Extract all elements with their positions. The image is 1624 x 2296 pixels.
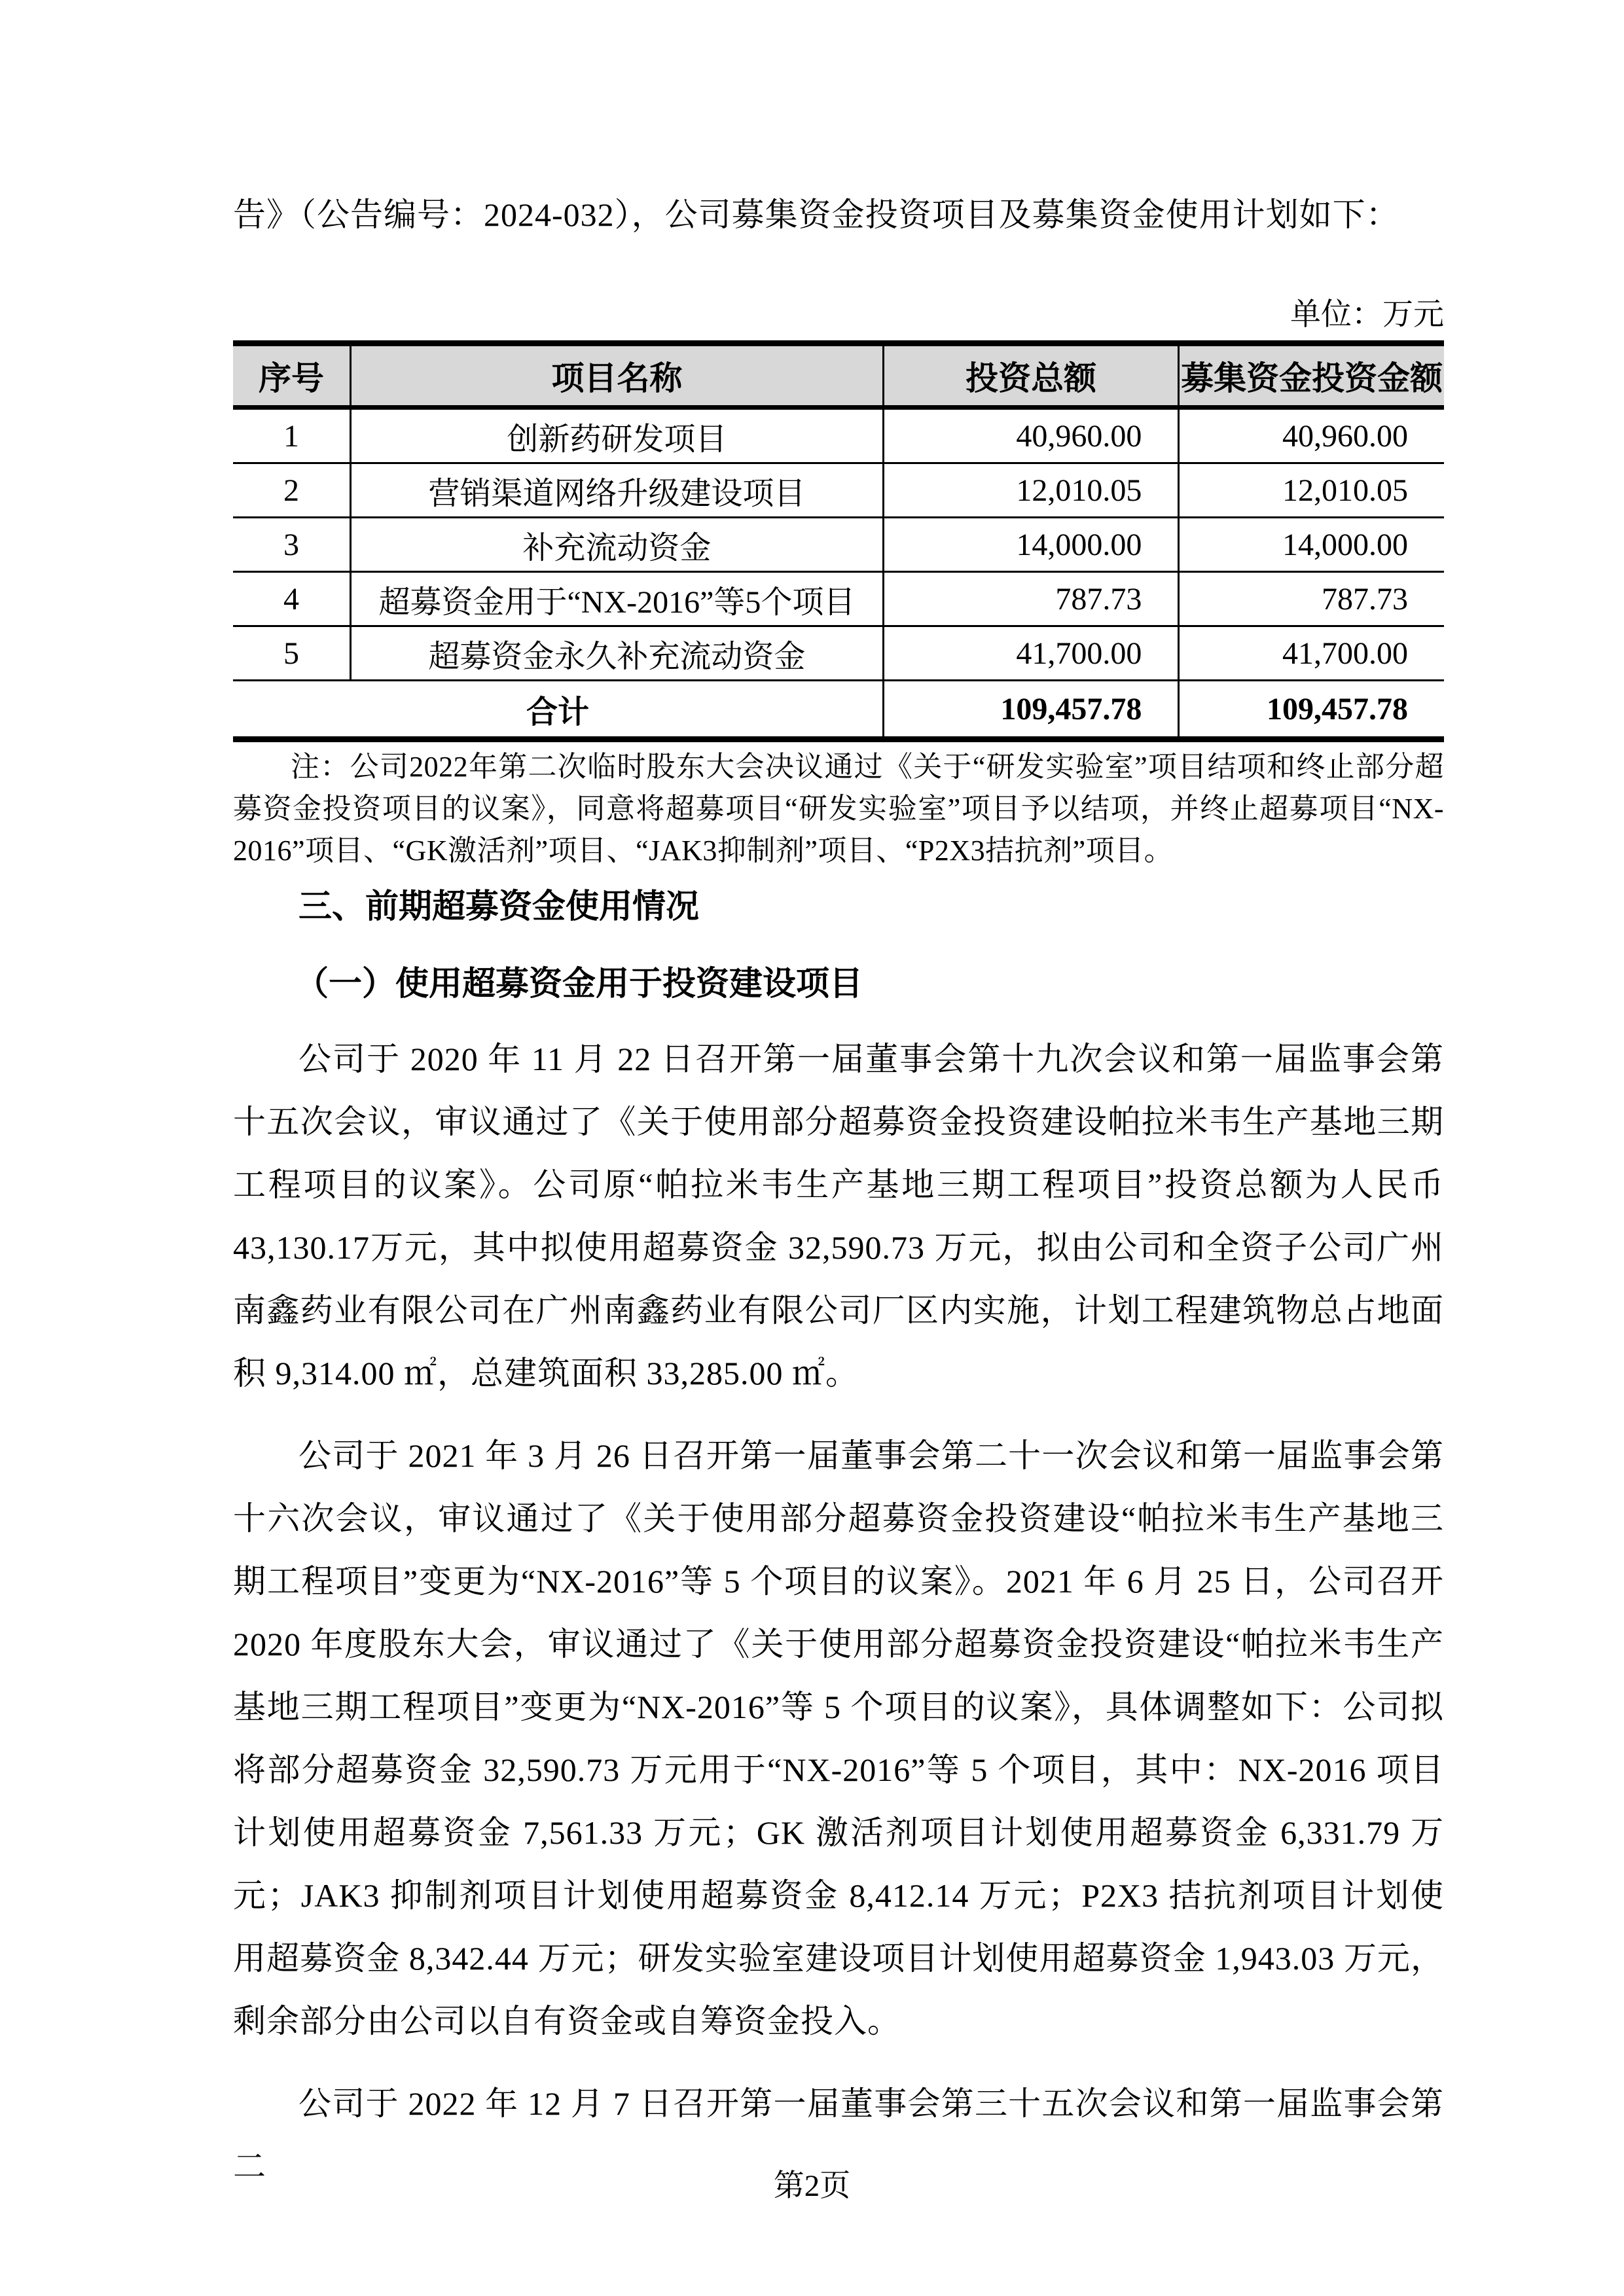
table-row bbox=[233, 408, 1444, 463]
cell-project-name: 补充流动资金 bbox=[350, 518, 883, 572]
col-header-raised-investment: 募集资金投资金额 bbox=[1179, 344, 1444, 408]
body-paragraph-2: 公司于 2021 年 3 月 26 日召开第一届董事会第二十一次会议和第一届监事会第十六次会议，审议通过了《关于使用部分超募资金投资建设“帕拉米韦生产基地三期工程项目”变更为“NX-2016”等 5 个项目的议案》。2021 年 6 月 25 日，公司召开 2020 年度股东大会，审议通过了《关于使用部分超募资金投资建设“帕拉米韦生产基地三期工程项目”变更为“NX-2016”等 5 个项目的议案》，具体调整如下：公司拟将部分超募资金 32,590.73 万元用于“NX-2016”等 5 个项目，其中：NX-2016 项目计划使用超募资金 7,561.33 万元；GK 激活剂项目计划使用超募资金 6,331.79 万元；JAK3 抑制剂项目计划使用超募资金 8,412.14 万元；P2X3 拮抗剂项目计划使用超募资金 8,342.44 万元；研发实验室建设项目计划使用超募资金 1,943.03 万元，剩余部分由公司以自有资金或自筹资金投入。 bbox=[233, 1437, 1444, 2039]
table-row bbox=[233, 572, 1444, 626]
cell-project-name: 创新药研发项目 bbox=[350, 408, 883, 463]
col-header-total-investment: 投资总额 bbox=[883, 344, 1178, 408]
cell-total-investment: 12,010.05 bbox=[883, 463, 1178, 518]
cell-raised-investment: 787.73 bbox=[1179, 572, 1444, 626]
cell-no: 5 bbox=[233, 626, 350, 681]
cell-raised-investment: 14,000.00 bbox=[1179, 518, 1444, 572]
cell-raised-investment: 40,960.00 bbox=[1179, 408, 1444, 463]
table-row bbox=[233, 518, 1444, 572]
table-row bbox=[233, 463, 1444, 518]
col-header-project-name: 项目名称 bbox=[350, 344, 883, 408]
cell-total-investment: 14,000.00 bbox=[883, 518, 1178, 572]
cell-total-investment: 41,700.00 bbox=[883, 626, 1178, 681]
cell-raised-investment: 12,010.05 bbox=[1179, 463, 1444, 518]
subsection-heading: （一）使用超募资金用于投资建设项目 bbox=[295, 966, 863, 1003]
table-total-row bbox=[233, 681, 1444, 740]
cell-project-name: 超募资金永久补充流动资金 bbox=[350, 626, 883, 681]
intro-paragraph: 告》（公告编号：2024-032），公司募集资金投资项目及募集资金使用计划如下： bbox=[233, 196, 1399, 233]
page-number: 第2页 bbox=[773, 2169, 851, 2203]
body-paragraph-1: 公司于 2020 年 11 月 22 日召开第一届董事会第十九次会议和第一届监事会第十五次会议，审议通过了《关于使用部分超募资金投资建设帕拉米韦生产基地三期工程项目的议案》。公司原“帕拉米韦生产基地三期工程项目”投资总额为人民币43,130.17万元，其中拟使用超募资金 32,590.73 万元，拟由公司和全资子公司广州南鑫药业有限公司在广州南鑫药业有限公司厂区内实施，计划工程建筑物总占地面积 9,314.00 ㎡，总建筑面积 33,285.00 ㎡。 bbox=[233, 1041, 1444, 1391]
col-header-index: 序号 bbox=[233, 344, 350, 408]
cell-total-investment-sum: 109,457.78 bbox=[883, 681, 1178, 740]
cell-no: 2 bbox=[233, 463, 350, 518]
table-row bbox=[233, 626, 1444, 681]
cell-no: 1 bbox=[233, 408, 350, 463]
fund-usage-table bbox=[233, 340, 1444, 742]
cell-total-label: 合计 bbox=[233, 681, 883, 740]
table-footnote: 注：公司2022年第二次临时股东大会决议通过《关于“研发实验室”项目结项和终止部分超募资金投资项目的议案》，同意将超募项目“研发实验室”项目予以结项，并终止超募项目“NX-2016”项目、“GK激活剂”项目、“JAK3抑制剂”项目、“P2X3拮抗剂”项目。 bbox=[233, 751, 1444, 867]
table-header-row bbox=[233, 344, 1444, 408]
section-heading: 三、前期超募资金使用情况 bbox=[298, 889, 700, 925]
unit-label: 单位：万元 bbox=[1290, 298, 1444, 332]
cell-total-investment: 787.73 bbox=[883, 572, 1178, 626]
cell-no: 4 bbox=[233, 572, 350, 626]
cell-no: 3 bbox=[233, 518, 350, 572]
cell-project-name: 营销渠道网络升级建设项目 bbox=[350, 463, 883, 518]
cell-raised-investment: 41,700.00 bbox=[1179, 626, 1444, 681]
cell-project-name: 超募资金用于“NX-2016”等5个项目 bbox=[350, 572, 883, 626]
cell-total-investment: 40,960.00 bbox=[883, 408, 1178, 463]
body-paragraph-3: 公司于 2022 年 12 月 7 日召开第一届董事会第三十五次会议和第一届监事会第二 bbox=[233, 2085, 1444, 2185]
cell-raised-investment-sum: 109,457.78 bbox=[1179, 681, 1444, 740]
